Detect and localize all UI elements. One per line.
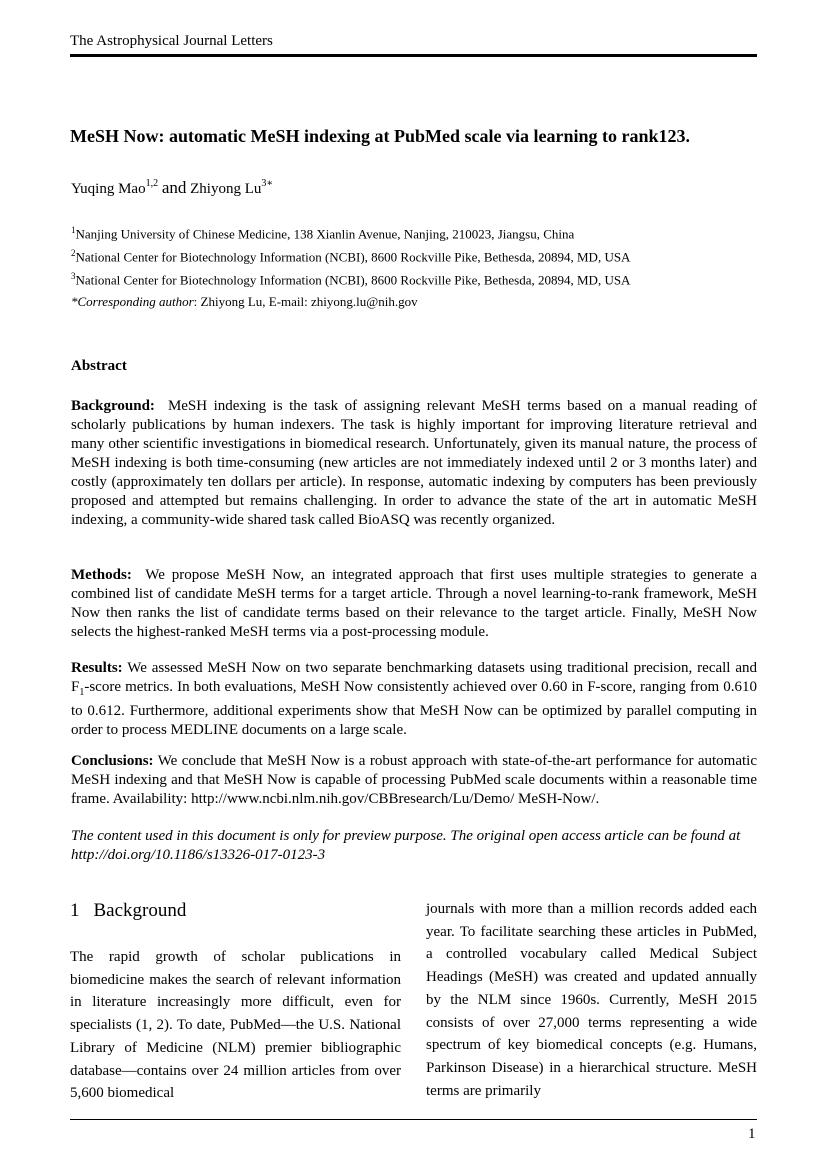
results-text: We assessed MeSH Now on two separate benchmarking datasets using traditional precision, recall and F [71,660,757,695]
affiliation-text: Nanjing University of Chinese Medicine, 138 Xianlin Avenue, Nanjing, 210023, Jiangsu, China [75,226,575,242]
abstract-methods [71,566,757,642]
affiliation-number: 1 [71,225,76,235]
body-text-left-column: The rapid growth of scholar publications in biomedicine makes the search of relevant information in literature increasingly more difficult, even for specialists (1, 2). To date, PubMed—the U.S. National Library of Medicine (NLM) premier bibliographic database—contains over 24 million articles from over 5,600 biomedical [70,949,401,1102]
author-affil-marker: 3∗ [261,178,274,189]
author-name: Yuqing Mao [71,181,146,197]
paper-title: MeSH Now: automatic MeSH indexing at PubMed scale via learning to rank123. [70,126,690,146]
background-text: MeSH indexing is the task of assigning relevant MeSH terms based on a manual reading of scholarly publications by human indexers. The task is highly important for improving literature retrieval and many other scientific investigations in biomedical research. Unfortunately, given its manual nature, the process of MeSH indexing is both time-consuming (new articles are not immediately indexed until 2 or 3 months later) and costly (approximately ten dollars per article). In response, automatic indexing by computers has been previously proposed and attempted but remains challenging. In order to advance the state of the art in automatic MeSH indexing, a community-wide shared task called BioASQ was recently organized. [71,398,758,528]
affiliation-text: National Center for Biotechnology Information (NCBI), 8600 Rockville Pike, Bethesda, 20894, MD, USA [75,272,631,288]
conclusions-label: Conclusions: [71,753,154,769]
corresponding-label: *Corresponding author [71,294,194,309]
author-conjunction: and [161,178,187,197]
author-line [71,178,273,198]
author-affil-marker: 1,2 [145,178,159,189]
preview-notice: The content used in this document is only for preview purpose. The original open access article can be found at http://doi.org/10.1186/s13326-017-0123-3 [71,828,741,863]
affiliation [71,248,630,265]
journal-header: The Astrophysical Journal Letters [70,33,273,49]
affiliation-number: 2 [71,248,76,258]
page-number: 1 [748,1126,756,1142]
abstract-heading: Abstract [71,358,127,374]
results-text-cont: -score metrics. In both evaluations, MeSH Now consistently achieved over 0.60 in F-score, ranging from 0.610 to 0.612. Furthermore, additional experiments show that MeSH Now can be optimized by parallel computing in order to process MEDLINE documents on a large scale. [71,679,757,738]
abstract-conclusions [71,752,757,809]
section-heading [70,900,186,922]
affiliation [71,271,630,288]
abstract-results [71,659,757,740]
footer-rule [70,1119,757,1120]
section-title: Background [93,900,187,921]
results-label: Results: [71,660,123,676]
affiliation-number: 3 [71,271,76,281]
results-subscript: 1 [79,687,85,698]
methods-label: Methods: [71,567,132,583]
methods-text: We propose MeSH Now, an integrated approach that first uses multiple strategies to generate a combined list of candidate MeSH terms for a target article. Through a novel learning-to-rank framework, MeSH Now then ranks the list of candidate terms based on their relevance to the target article. Finally, MeSH Now selects the highest-ranked MeSH terms via a post-processing module. [71,567,757,640]
background-label: Background: [71,398,155,414]
body-text-right-column: journals with more than a million records added each year. To facilitate searching these articles in PubMed, a controlled vocabulary called Medical Subject Headings (MeSH) was created and updated annually by the NLM since 1960s. Currently, MeSH 2015 consists of over 27,000 terms representing a wide spectrum of key biomedical concepts (e.g. Humans, Parkinson Disease) in a hierarchical structure. MeSH terms are primarily [426,901,757,1099]
header-rule [70,54,757,57]
corresponding-author [71,294,418,310]
affiliation [71,225,574,242]
abstract-background [71,397,757,530]
corresponding-text: : Zhiyong Lu, E-mail: zhiyong.lu@nih.gov [193,294,418,309]
conclusions-text: We conclude that MeSH Now is a robust approach with state-of-the-art performance for automatic MeSH indexing and that MeSH Now is capable of processing PubMed scale documents within a reasonable time frame. Availability: http://www.ncbi.nlm.nih.gov/CBBresearch/Lu/Demo/ MeSH-Now/. [71,753,757,807]
author-name: Zhiyong Lu [190,181,262,197]
section-number: 1 [70,900,80,921]
affiliation-text: National Center for Biotechnology Information (NCBI), 8600 Rockville Pike, Bethesda, 20894, MD, USA [75,249,631,265]
